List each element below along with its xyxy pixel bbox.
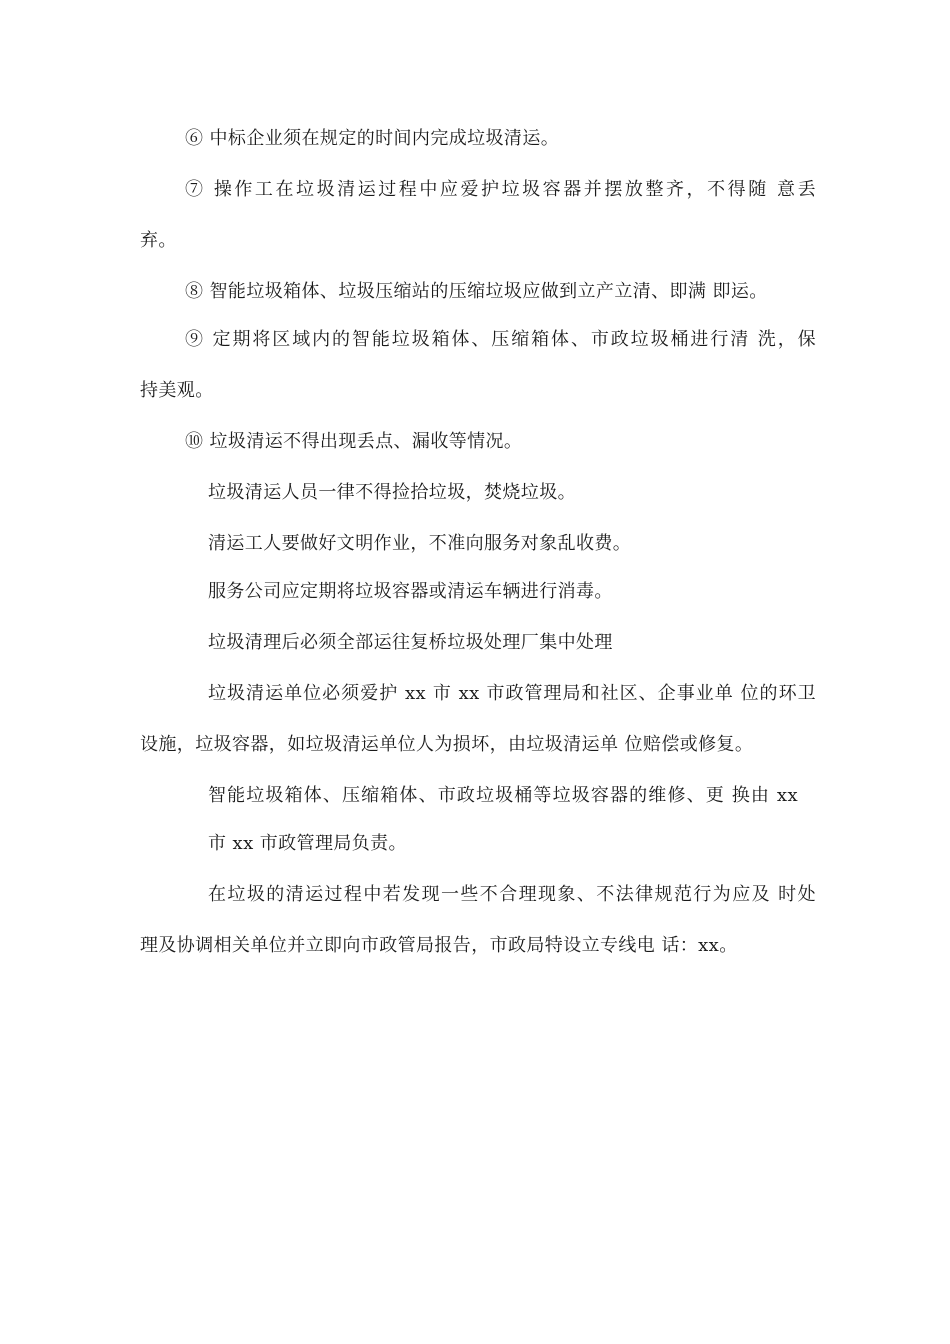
- paragraph-line: ⑩ 垃圾清运不得出现丢点、漏收等情况。: [185, 431, 523, 452]
- paragraph-line: ⑥ 中标企业须在规定的时间内完成垃圾清运。: [185, 128, 560, 149]
- paragraph-line: 垃圾清运人员一律不得捡拾垃圾，焚烧垃圾。: [208, 482, 576, 503]
- paragraph-line: ⑦ 操作工在垃圾清运过程中应爱护垃圾容器并摆放整齐，不得随 意丢: [185, 179, 816, 200]
- paragraph-line: 市 xx 市政管理局负责。: [208, 833, 407, 854]
- paragraph-line: 垃圾清理后必须全部运往复桥垃圾处理厂集中处理: [208, 632, 613, 653]
- paragraph-line: ⑧ 智能垃圾箱体、垃圾压缩站的压缩垃圾应做到立产立清、即满 即运。: [185, 281, 768, 302]
- paragraph-line: 弃。: [140, 230, 177, 251]
- paragraph-line: ⑨ 定期将区域内的智能垃圾箱体、压缩箱体、市政垃圾桶进行清 洗，保: [185, 329, 816, 350]
- paragraph-line: 服务公司应定期将垃圾容器或清运车辆进行消毒。: [208, 581, 613, 602]
- paragraph-line: 理及协调相关单位并立即向市政管局报告，市政局特设立专线电 话：xx。: [140, 935, 738, 956]
- paragraph-line: 垃圾清运单位必须爱护 xx 市 xx 市政管理局和社区、企事业单 位的环卫: [208, 683, 816, 704]
- paragraph-line: 持美观。: [140, 380, 214, 401]
- paragraph-line: 设施，垃圾容器，如垃圾清运单位人为损坏，由垃圾清运单 位赔偿或修复。: [140, 734, 754, 755]
- paragraph-line: 智能垃圾箱体、压缩箱体、市政垃圾桶等垃圾容器的维修、更 换由 xx: [208, 785, 798, 806]
- paragraph-line: 在垃圾的清运过程中若发现一些不合理现象、不法律规范行为应及 时处: [208, 884, 816, 905]
- paragraph-line: 清运工人要做好文明作业，不准向服务对象乱收费。: [208, 533, 632, 554]
